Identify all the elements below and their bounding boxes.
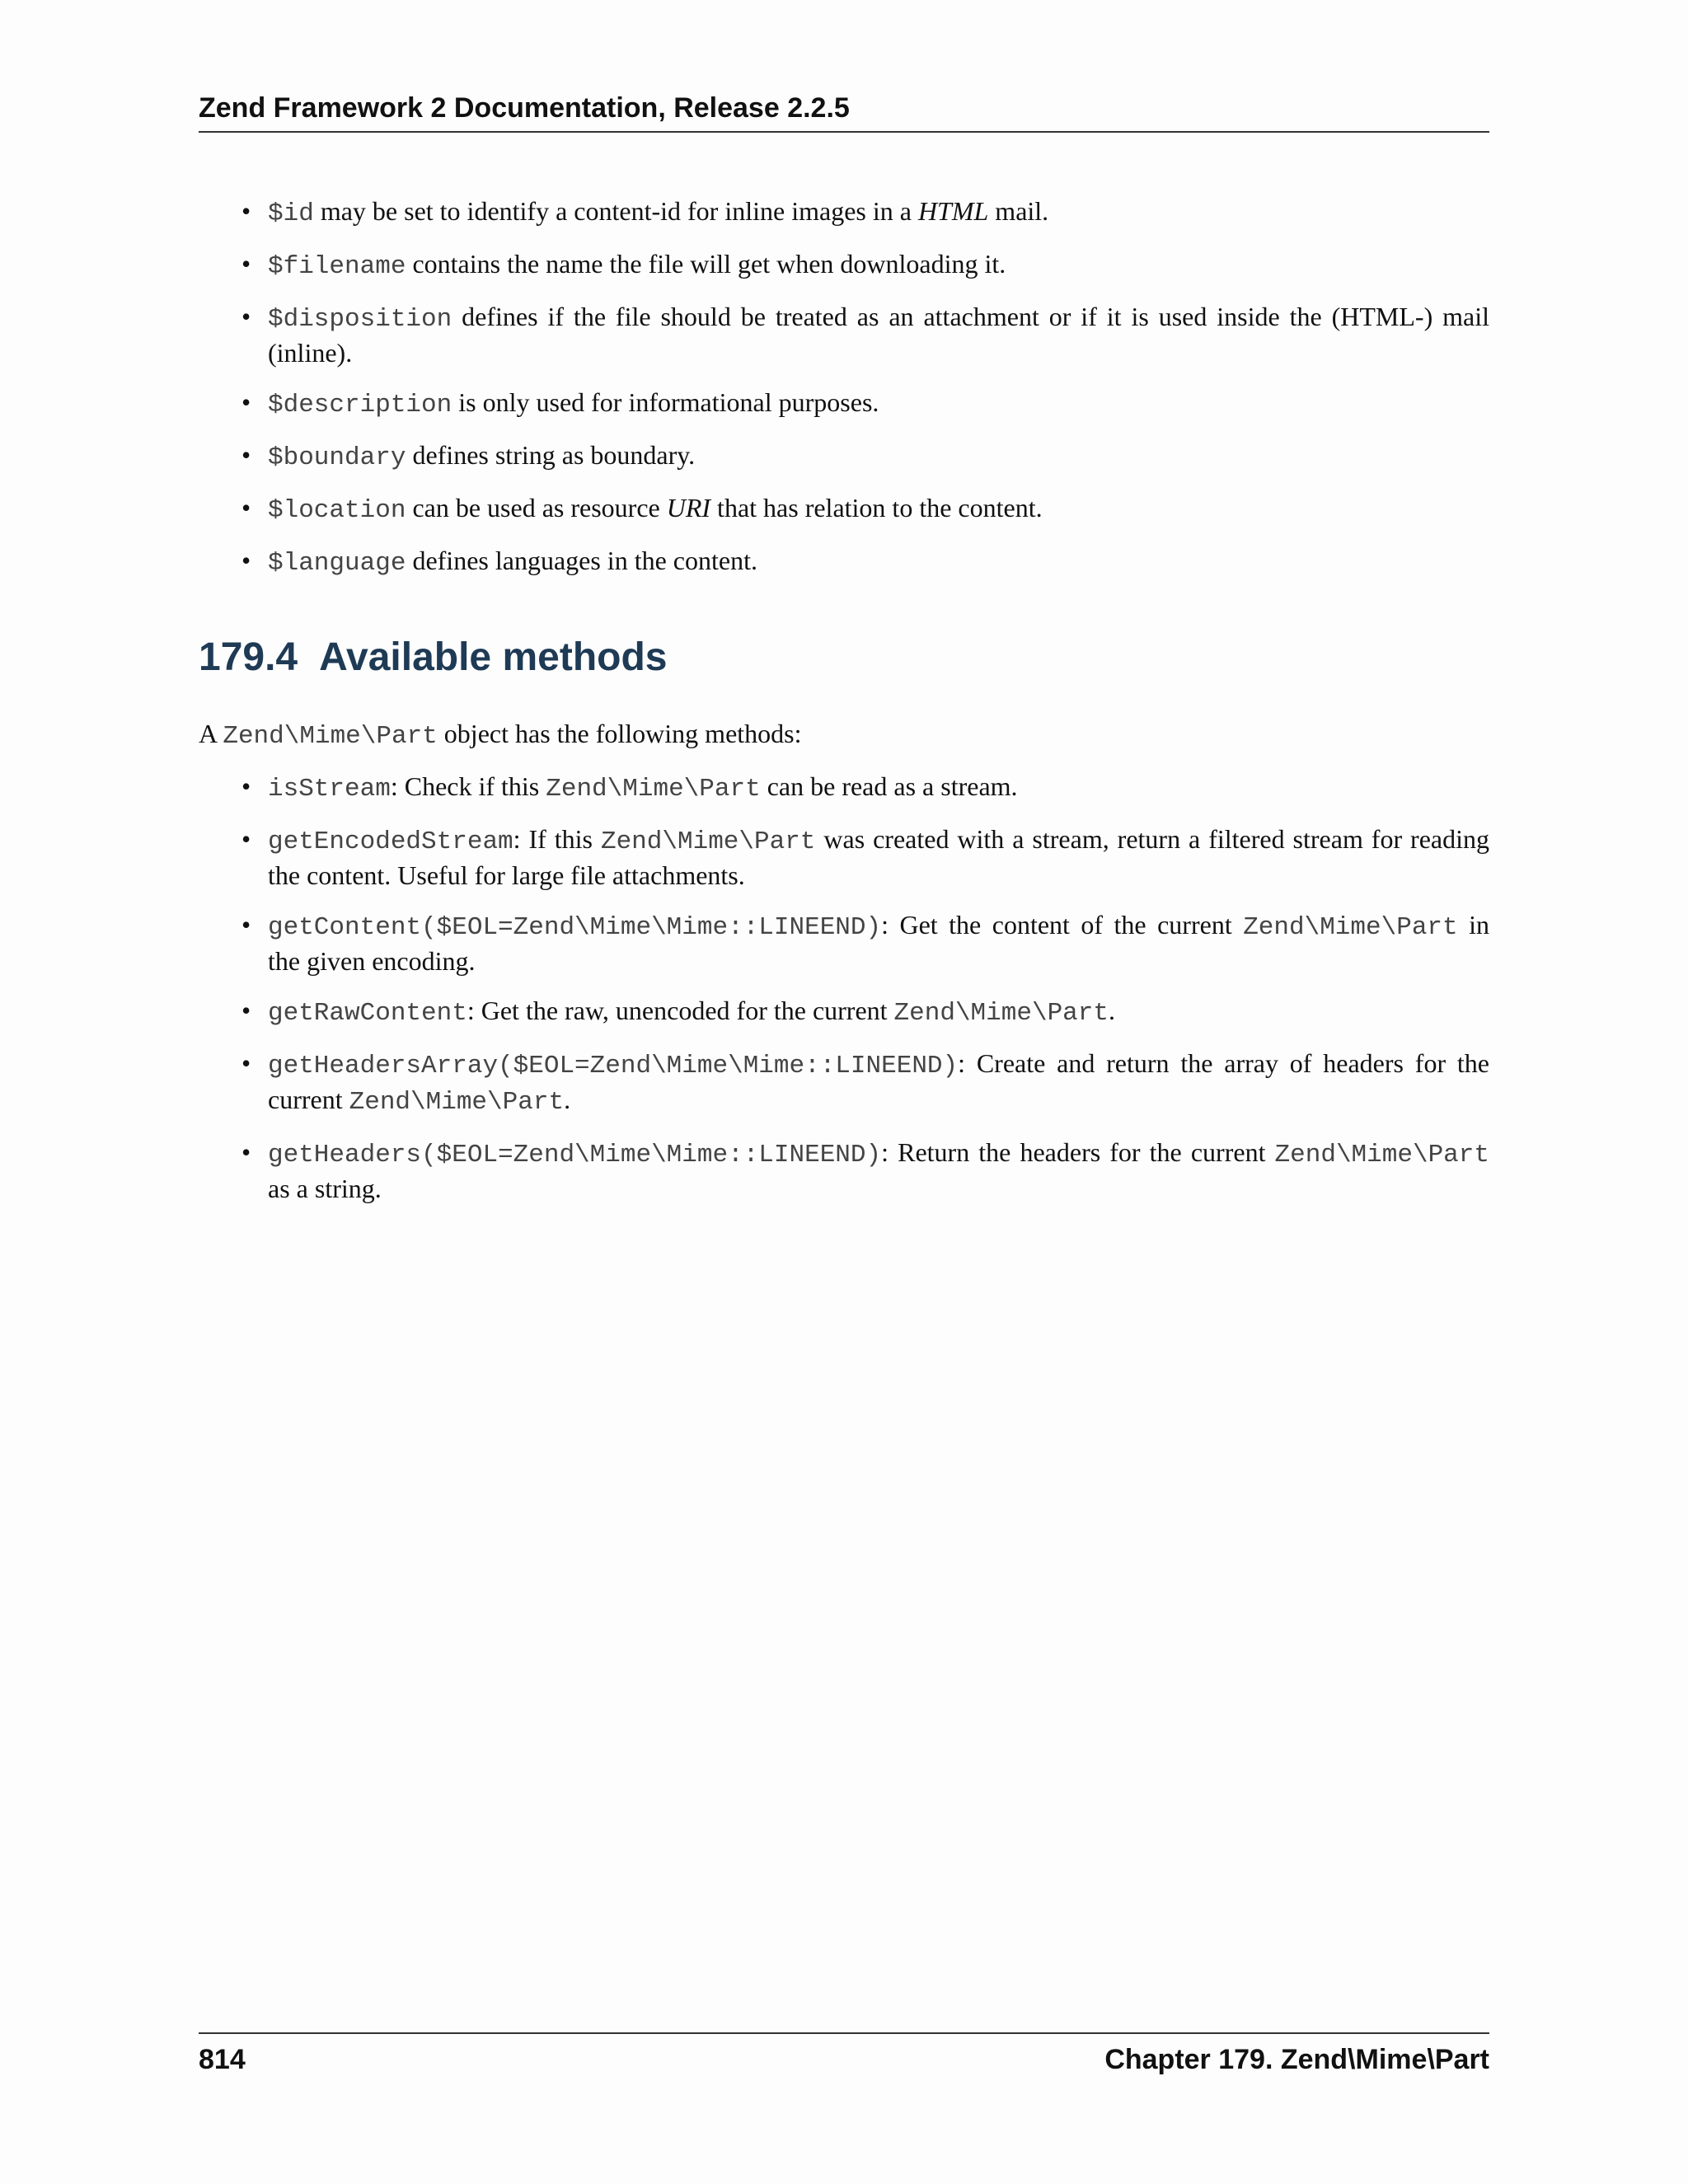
method-text: was created with a stream, return a filtered stream for reading the content. Useful for large file attachments. <box>268 824 1490 890</box>
method-class: Zend\Mime\Part <box>1243 913 1458 942</box>
param-text: defines string as boundary. <box>406 440 696 470</box>
param-text: can be used as resource <box>406 493 667 523</box>
method-text: : Get the content of the current <box>881 910 1244 940</box>
method-name: getHeadersArray($EOL=Zend\Mime\Mime::LINEEND) <box>268 1052 959 1080</box>
chapter-label: Chapter 179. Zend\Mime\Part <box>1104 2044 1489 2075</box>
list-item <box>199 386 1489 422</box>
method-name: getRawContent <box>268 999 467 1028</box>
parameter-list <box>199 194 1489 580</box>
list-item <box>199 1136 1489 1205</box>
running-footer <box>199 2032 1489 2076</box>
page-content <box>199 194 1489 1221</box>
param-code: $disposition <box>268 305 452 334</box>
method-text: : Return the headers for the current <box>881 1137 1275 1167</box>
method-class: Zend\Mime\Part <box>349 1088 565 1117</box>
param-code: $language <box>268 549 406 578</box>
param-text: may be set to identify a content-id for inline images in a <box>313 196 918 226</box>
list-item <box>199 994 1489 1030</box>
section-title: Available methods <box>319 635 668 679</box>
param-text: defines languages in the content. <box>406 546 757 575</box>
list-item <box>199 491 1489 527</box>
method-name: getHeaders($EOL=Zend\Mime\Mime::LINEEND) <box>268 1141 882 1169</box>
method-class: Zend\Mime\Part <box>600 827 816 856</box>
param-code: $description <box>268 391 452 419</box>
method-text: can be read as a stream. <box>760 771 1018 801</box>
method-text: : Create and return the array of headers for the current <box>268 1048 1489 1114</box>
list-item <box>199 544 1489 580</box>
method-name: getEncodedStream <box>268 827 513 856</box>
method-text: : If this <box>513 824 601 854</box>
method-name: isStream <box>268 775 391 804</box>
method-class: Zend\Mime\Part <box>546 775 761 804</box>
param-emphasis: URI <box>666 493 711 523</box>
list-item <box>199 194 1489 231</box>
list-item <box>199 770 1489 806</box>
param-code: $location <box>268 496 406 525</box>
section-number: 179.4 <box>199 635 298 679</box>
intro-code: Zend\Mime\Part <box>223 722 438 751</box>
list-item <box>199 300 1489 369</box>
param-text: that has relation to the content. <box>710 493 1043 523</box>
list-item <box>199 908 1489 977</box>
list-item <box>199 438 1489 475</box>
running-header <box>199 92 1489 133</box>
param-code: $id <box>268 199 314 228</box>
param-text: mail. <box>988 196 1049 226</box>
page-number: 814 <box>199 2044 246 2075</box>
method-class: Zend\Mime\Part <box>1274 1141 1489 1169</box>
methods-list <box>199 770 1489 1205</box>
method-text: . <box>564 1085 571 1114</box>
method-text: as a string. <box>268 1174 382 1203</box>
list-item <box>199 247 1489 284</box>
section-intro <box>199 717 1489 753</box>
param-code: $boundary <box>268 443 406 472</box>
intro-text: object has the following methods: <box>437 719 802 748</box>
header-title: Zend Framework 2 Documentation, Release 2.2.5 <box>199 92 850 124</box>
method-text: : Check if this <box>390 771 546 801</box>
param-text: contains the name the file will get when downloading it. <box>406 249 1006 279</box>
list-item <box>199 1047 1489 1119</box>
param-code: $filename <box>268 252 406 281</box>
list-item <box>199 823 1489 892</box>
method-text: : Get the raw, unencoded for the current <box>467 996 894 1025</box>
method-name: getContent($EOL=Zend\Mime\Mime::LINEEND) <box>268 913 882 942</box>
method-text: . <box>1109 996 1115 1025</box>
section-heading <box>199 635 1489 681</box>
param-text: is only used for informational purposes. <box>452 387 879 417</box>
param-emphasis: HTML <box>917 196 989 226</box>
intro-text: A <box>199 719 223 748</box>
param-text: defines if the file should be treated as an attachment or if it is used inside the (HTML-) mail (inline). <box>268 302 1489 368</box>
method-class: Zend\Mime\Part <box>893 999 1109 1028</box>
method-text: in the given encoding. <box>268 910 1490 976</box>
